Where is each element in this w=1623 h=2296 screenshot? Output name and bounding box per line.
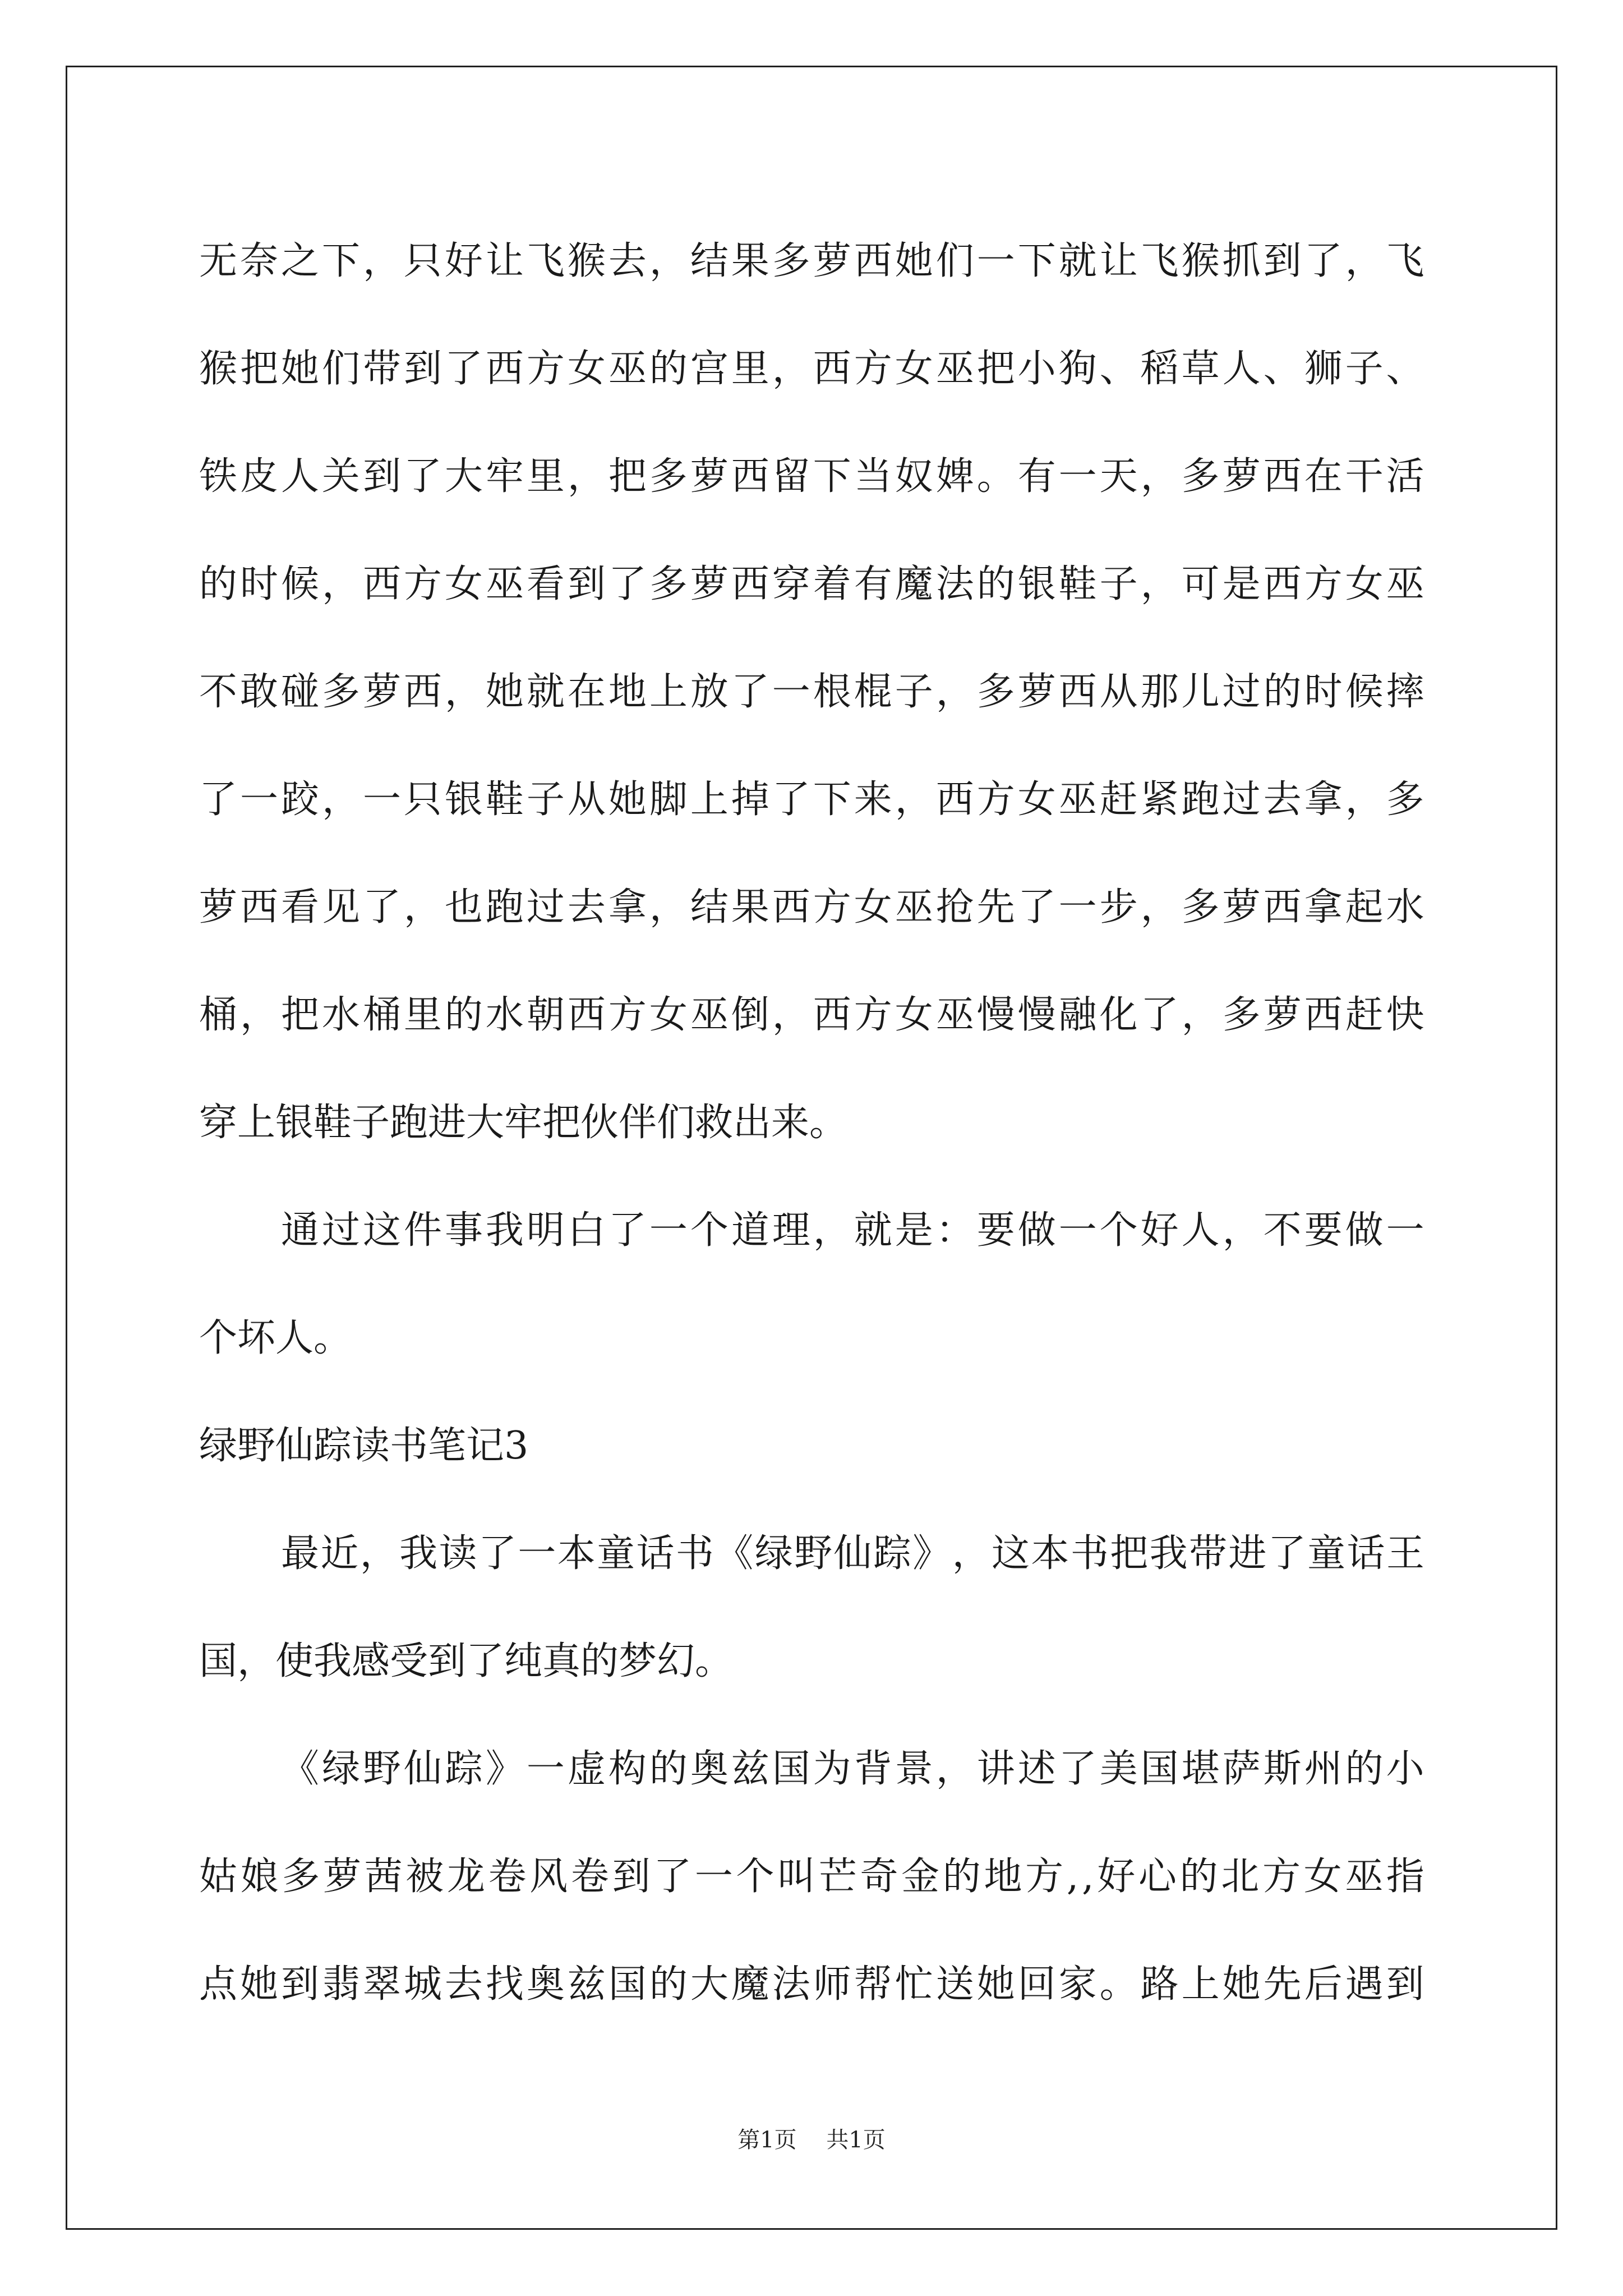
text-line: 桶 ， 把 水 桶 里 的 水 朝 西 方 女 巫 倒 ， 西 方 女 巫 慢 慢 融 化 了 ， 多 萝 西 赶 快 [199,993,1424,1037]
text-line: 了 一 跤 ， 一 只 银 鞋 子 从 她 脚 上 掉 了 下 来 ， 西 方 女 巫 赶 紧 跑 过 去 拿 ， 多 [199,777,1424,822]
text-line: 最 近 ， 我 读 了 一 本 童 话 书 《 绿 野 仙 踪 》 ， 这 本 书 把 我 带 进 了 童 话 王 [281,1531,1424,1576]
section-heading: 绿野仙踪读书笔记3 [199,1424,529,1468]
text-line: 猴 把 她 们 带 到 了 西 方 女 巫 的 宫 里 ， 西 方 女 巫 把 小 狗 、 稻 草 人 、 狮 子 、 [199,347,1424,391]
document-body [199,208,1424,2039]
text-line: 点 她 到 翡 翠 城 去 找 奥 兹 国 的 大 魔 法 师 帮 忙 送 她 回 家 。 路 上 她 先 后 遇 到 [199,1962,1424,2007]
text-line: 铁 皮 人 关 到 了 大 牢 里 ， 把 多 萝 西 留 下 当 奴 婢 。 有 一 天 ， 多 萝 西 在 干 活 [199,454,1424,499]
text-line: 《 绿 野 仙 踪 》 一 虚 构 的 奥 兹 国 为 背 景 ， 讲 述 了 美 国 堪 萨 斯 州 的 小 [281,1747,1424,1791]
page-footer [0,2126,1623,2154]
page-total: 共1页 [826,2127,886,2153]
text-line: 的 时 候 ， 西 方 女 巫 看 到 了 多 萝 西 穿 着 有 魔 法 的 银 鞋 子 ， 可 是 西 方 女 巫 [199,562,1424,606]
text-line: 无 奈 之 下 ， 只 好 让 飞 猴 去 ， 结 果 多 萝 西 她 们 一 下 就 让 飞 猴 抓 到 了 ， 飞 [199,239,1424,283]
page-number: 第1页 [737,2127,797,2153]
text-line: 穿上银鞋子跑进大牢把伙伴们救出来。 [199,1101,848,1145]
text-line: 不 敢 碰 多 萝 西 ， 她 就 在 地 上 放 了 一 根 棍 子 ， 多 萝 西 从 那 儿 过 的 时 候 摔 [199,670,1424,714]
text-line: 通 过 这 件 事 我 明 白 了 一 个 道 理 ， 就 是 ： 要 做 一 个 好 人 ， 不 要 做 一 [281,1208,1424,1253]
text-line: 国，使我感受到了纯真的梦幻。 [199,1639,734,1683]
text-line: 个坏人。 [199,1316,352,1360]
text-line: 姑 娘 多 萝 茜 被 龙 卷 风 卷 到 了 一 个 叫 芒 奇 金 的 地 方 , , 好 心 的 北 方 女 巫 指 [199,1855,1424,1899]
text-line: 萝 西 看 见 了 ， 也 跑 过 去 拿 ， 结 果 西 方 女 巫 抢 先 了 一 步 ， 多 萝 西 拿 起 水 [199,885,1424,930]
